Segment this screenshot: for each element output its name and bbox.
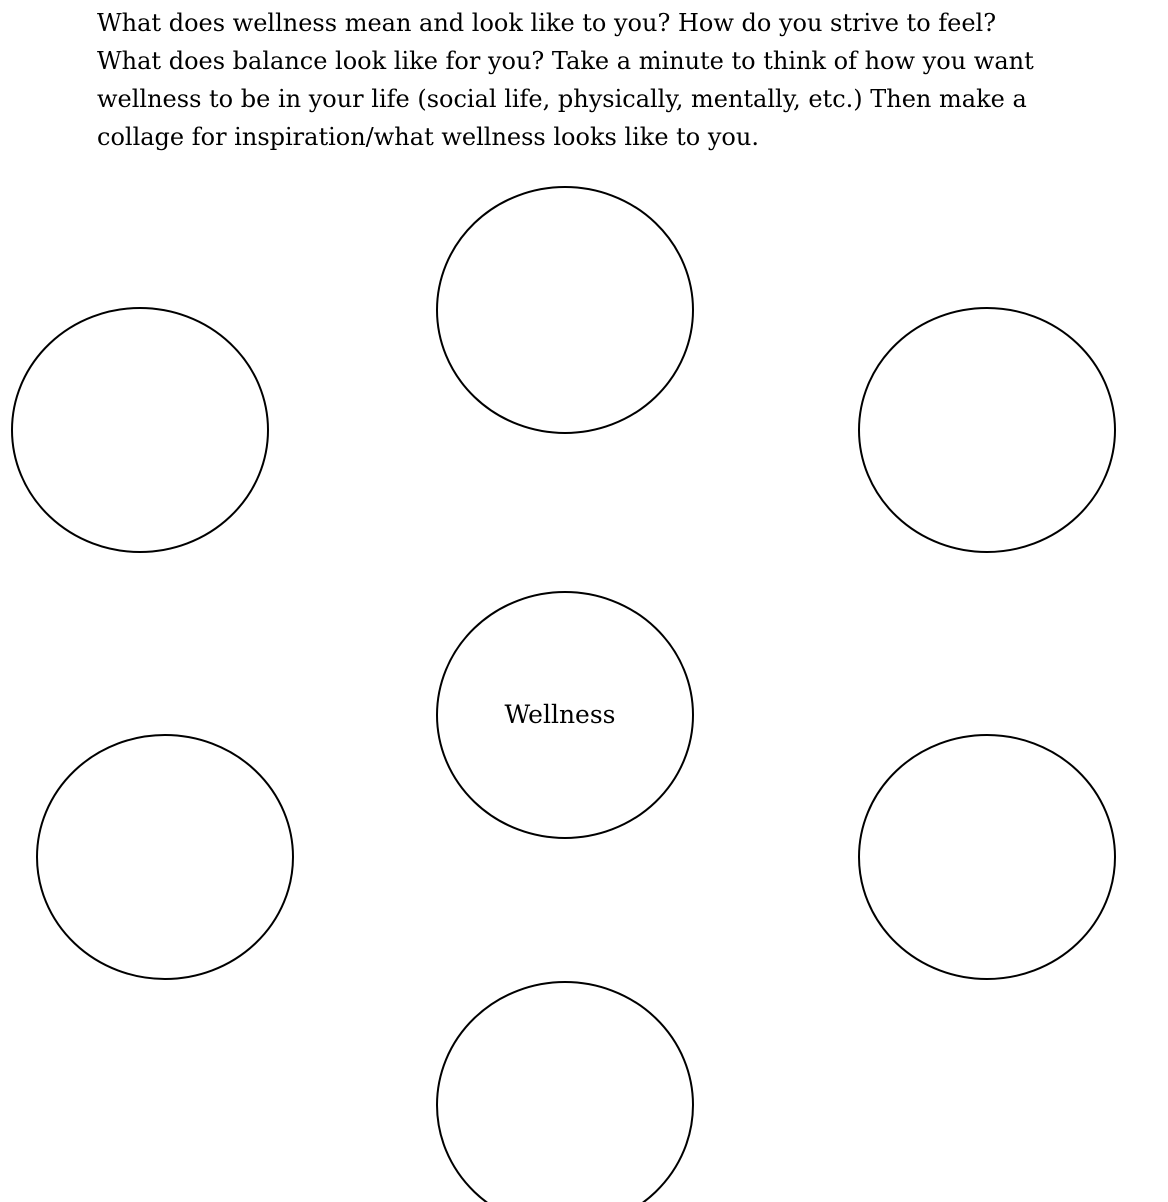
collage-circle-bottom — [437, 982, 693, 1202]
center-circle-label: Wellness — [504, 700, 616, 729]
collage-circle-top — [437, 187, 693, 433]
collage-circle-lower-right — [859, 735, 1115, 979]
collage-circle-upper-right — [859, 308, 1115, 552]
instructions-paragraph: What does wellness mean and look like to you? How do you strive to feel? What does balance look like for you? Take a minute to think of how you want wellness to be in your life (social life, physically, mentally, etc.) Then make a collage for inspiration/what wellness looks like to you. — [97, 9, 1034, 151]
collage-circle-upper-left — [12, 308, 268, 552]
collage-circle-lower-left — [37, 735, 293, 979]
